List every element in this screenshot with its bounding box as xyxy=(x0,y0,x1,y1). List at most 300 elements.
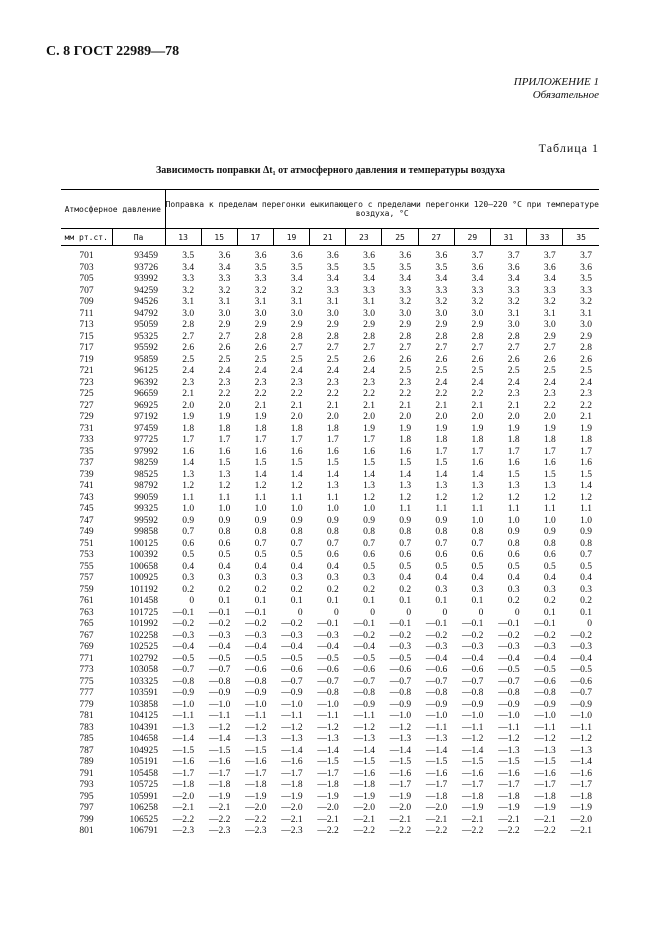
cell-correction: 1.6 xyxy=(363,446,375,457)
cell-correction: —0.6 xyxy=(353,665,375,675)
cell-correction: 1.1 xyxy=(399,504,412,514)
table-row xyxy=(61,746,599,758)
cell-correction: 0.6 xyxy=(435,550,448,560)
cell-correction: 0.6 xyxy=(543,550,556,560)
table-caption: Зависимость поправки Δt₁ от атмосферного давления и температуры воздуха xyxy=(156,165,505,176)
cell-pa: 104391 xyxy=(129,722,159,733)
cell-correction: —1.6 xyxy=(245,757,267,767)
cell-correction: 0.9 xyxy=(218,515,231,526)
table-row xyxy=(61,401,599,413)
table-row xyxy=(61,757,599,769)
cell-correction: 1.3 xyxy=(471,481,484,491)
cell-correction: 1.7 xyxy=(363,435,375,445)
cell-correction: 1.2 xyxy=(507,492,520,503)
cell-mmhg: 777 xyxy=(79,688,94,698)
table-row xyxy=(61,516,599,528)
cell-correction: —1.1 xyxy=(462,722,484,733)
cell-correction: 1.0 xyxy=(580,515,592,526)
cell-correction: 2.9 xyxy=(580,331,592,342)
cell-correction: 3.3 xyxy=(580,285,592,296)
cell-correction: 3.1 xyxy=(363,297,375,307)
cell-correction: 1.8 xyxy=(326,423,339,434)
cell-correction: —2.2 xyxy=(498,826,520,836)
cell-mmhg: 701 xyxy=(79,251,94,261)
cell-mmhg: 727 xyxy=(79,400,94,411)
cell-correction: —1.9 xyxy=(208,791,231,802)
cell-correction: —0.9 xyxy=(353,699,375,710)
cell-correction: —0.7 xyxy=(425,676,448,687)
cell-correction: —1.1 xyxy=(281,711,303,721)
cell-mmhg: 773 xyxy=(79,665,94,675)
cell-correction: 2.6 xyxy=(543,354,556,365)
cell-correction: 2.6 xyxy=(399,354,412,365)
cell-mmhg: 741 xyxy=(79,481,94,491)
cell-correction: —0.9 xyxy=(172,688,195,698)
cell-mmhg: 723 xyxy=(79,377,94,388)
cell-correction: —1.5 xyxy=(389,757,412,767)
cell-correction: 2.3 xyxy=(399,377,412,388)
cell-pa: 106525 xyxy=(129,814,159,825)
cell-pa: 101725 xyxy=(129,607,159,618)
cell-correction: 3.2 xyxy=(435,297,448,307)
cell-correction: 3.3 xyxy=(182,274,195,284)
cell-correction: 1.3 xyxy=(326,481,339,491)
cell-correction: 1.1 xyxy=(543,504,556,514)
cell-pa: 98259 xyxy=(134,458,159,468)
cell-correction: —0.1 xyxy=(317,619,339,629)
cell-pa: 105991 xyxy=(129,791,159,802)
cell-correction: —0.8 xyxy=(498,688,520,698)
cell-mmhg: 793 xyxy=(79,780,94,790)
cell-pa: 95859 xyxy=(134,354,159,365)
cell-correction: —0.2 xyxy=(498,630,520,641)
cell-mmhg: 737 xyxy=(79,458,94,468)
cell-correction: —1.5 xyxy=(245,745,267,756)
cell-correction: —1.9 xyxy=(570,803,592,813)
cell-correction: 3.0 xyxy=(471,308,484,319)
cell-correction: 1.9 xyxy=(218,412,231,422)
cell-correction: 1.5 xyxy=(290,458,303,468)
table-row xyxy=(61,447,599,459)
cell-pa: 101992 xyxy=(129,619,159,629)
cell-correction: 1.3 xyxy=(218,469,231,480)
cell-correction: 2.2 xyxy=(218,389,231,399)
cell-correction: —2.0 xyxy=(317,803,339,813)
cell-correction: 2.0 xyxy=(435,412,448,422)
cell-pa: 100925 xyxy=(129,573,159,583)
table-row xyxy=(61,700,599,712)
cell-correction: 1.4 xyxy=(326,469,339,480)
header-row-columns xyxy=(61,229,599,246)
cell-correction: 0.2 xyxy=(290,584,303,595)
cell-correction: 3.6 xyxy=(363,251,375,261)
cell-pa: 105725 xyxy=(129,780,159,790)
cell-pa: 104925 xyxy=(129,745,159,756)
cell-correction: —0.4 xyxy=(498,653,520,664)
table-row xyxy=(61,769,599,781)
cell-correction: 3.5 xyxy=(326,262,339,273)
cell-correction: —1.6 xyxy=(281,757,303,767)
cell-correction: 0.2 xyxy=(399,584,412,595)
cell-correction: —1.8 xyxy=(317,780,339,790)
cell-correction: —1.8 xyxy=(534,791,556,802)
cell-correction: —1.9 xyxy=(317,791,339,802)
cell-correction: 2.3 xyxy=(218,377,231,388)
cell-correction: 0.1 xyxy=(326,596,339,606)
cell-correction: —0.5 xyxy=(245,653,267,664)
cell-mmhg: 771 xyxy=(79,653,94,664)
cell-correction: 0.4 xyxy=(290,561,303,572)
cell-correction: —1.1 xyxy=(534,722,556,733)
cell-correction: —0.8 xyxy=(462,688,484,698)
cell-mmhg: 781 xyxy=(79,711,94,721)
cell-correction: 0.2 xyxy=(363,584,375,595)
cell-correction: 0.4 xyxy=(507,573,520,583)
cell-pa: 106258 xyxy=(129,803,159,813)
cell-correction: —0.2 xyxy=(570,630,592,641)
cell-correction: 1.2 xyxy=(254,481,267,491)
cell-pa: 94526 xyxy=(134,297,159,307)
cell-correction: 0.2 xyxy=(543,596,556,606)
cell-correction: —2.1 xyxy=(425,814,448,825)
cell-mmhg: 721 xyxy=(79,366,94,376)
cell-correction: —1.6 xyxy=(172,757,195,767)
cell-correction: 1.2 xyxy=(182,481,195,491)
table-row xyxy=(61,688,599,700)
cell-correction: 0.5 xyxy=(580,561,592,572)
cell-correction: —1.7 xyxy=(172,768,195,779)
cell-correction: —1.3 xyxy=(353,734,375,744)
cell-correction: 0.5 xyxy=(543,561,556,572)
cell-correction: 2.5 xyxy=(399,366,412,376)
cell-correction: 3.7 xyxy=(580,251,592,261)
cell-correction: —0.2 xyxy=(208,619,231,629)
cell-correction: —0.9 xyxy=(245,688,267,698)
cell-correction: —1.7 xyxy=(462,780,484,790)
cell-correction: —1.0 xyxy=(245,699,267,710)
cell-correction: —0.8 xyxy=(172,676,195,687)
cell-mmhg: 779 xyxy=(79,699,94,710)
cell-correction: —2.1 xyxy=(462,814,484,825)
cell-correction: 0.3 xyxy=(290,573,303,583)
cell-correction: —0.9 xyxy=(281,688,303,698)
cell-correction: 0.9 xyxy=(254,515,267,526)
cell-mmhg: 739 xyxy=(79,469,94,480)
cell-correction: 0.3 xyxy=(543,584,556,595)
table-row xyxy=(61,263,599,275)
cell-correction: 1.9 xyxy=(435,423,448,434)
cell-pa: 95325 xyxy=(134,331,159,342)
cell-mmhg: 705 xyxy=(79,274,94,284)
cell-correction: 1.9 xyxy=(471,423,484,434)
cell-correction: 2.9 xyxy=(218,320,231,330)
cell-correction: 0 xyxy=(406,607,412,618)
cell-correction: 2.1 xyxy=(507,400,520,411)
cell-correction: 3.6 xyxy=(326,251,339,261)
cell-correction: —0.3 xyxy=(281,630,303,641)
cell-correction: —1.2 xyxy=(353,722,375,733)
cell-correction: 1.0 xyxy=(471,515,484,526)
cell-correction: —1.8 xyxy=(498,791,520,802)
cell-correction: 1.7 xyxy=(580,446,592,457)
col-temp-header: 35 xyxy=(563,229,599,246)
cell-correction: —0.8 xyxy=(534,688,556,698)
cell-correction: —1.2 xyxy=(281,722,303,733)
table-row xyxy=(61,723,599,735)
cell-correction: 3.1 xyxy=(182,297,195,307)
cell-correction: 2.9 xyxy=(254,320,267,330)
cell-correction: —0.9 xyxy=(534,699,556,710)
cell-correction: —1.6 xyxy=(353,768,375,779)
cell-correction: 1.3 xyxy=(543,481,556,491)
cell-pa: 96125 xyxy=(134,366,159,376)
cell-correction: —1.5 xyxy=(172,745,195,756)
cell-correction: —0.8 xyxy=(208,676,231,687)
cell-correction: —1.2 xyxy=(570,734,592,744)
cell-correction: 3.5 xyxy=(399,262,412,273)
cell-correction: 0.8 xyxy=(435,527,448,537)
cell-correction: 2.6 xyxy=(363,354,375,365)
cell-correction: 0.1 xyxy=(471,596,484,606)
cell-correction: —0.4 xyxy=(425,653,448,664)
cell-correction: 2.5 xyxy=(218,354,231,365)
cell-correction: 2.3 xyxy=(182,377,195,388)
cell-correction: 3.0 xyxy=(182,308,195,319)
cell-correction: —1.5 xyxy=(353,757,375,767)
cell-correction: 3.2 xyxy=(580,297,592,307)
cell-pa: 102258 xyxy=(129,630,159,641)
cell-correction: —1.2 xyxy=(462,734,484,744)
cell-pa: 93726 xyxy=(134,262,159,273)
cell-correction: —2.2 xyxy=(208,814,231,825)
cell-correction: 1.1 xyxy=(435,504,448,514)
cell-correction: 3.4 xyxy=(363,274,375,284)
table-row xyxy=(61,309,599,321)
table-row xyxy=(61,458,599,470)
cell-correction: —0.6 xyxy=(317,665,339,675)
pressure-group-header: Атмосферное давление xyxy=(64,204,161,214)
cell-correction: 2.5 xyxy=(580,366,592,376)
cell-correction: 0.7 xyxy=(326,538,339,549)
cell-correction: 3.4 xyxy=(182,262,195,273)
cell-correction: —0.3 xyxy=(570,642,592,652)
cell-correction: 2.3 xyxy=(507,389,520,399)
cell-pa: 97992 xyxy=(134,446,159,457)
cell-correction: 2.2 xyxy=(363,389,375,399)
cell-correction: 1.4 xyxy=(471,469,484,480)
cell-pa: 96659 xyxy=(134,389,159,399)
cell-correction: —0.5 xyxy=(281,653,303,664)
cell-correction: —0.3 xyxy=(389,642,412,652)
cell-correction: 1.2 xyxy=(543,492,556,503)
cell-pa: 98525 xyxy=(134,469,159,480)
cell-mmhg: 709 xyxy=(79,297,94,307)
cell-correction: 2.6 xyxy=(435,354,448,365)
cell-correction: 1.9 xyxy=(254,412,267,422)
cell-correction: —1.2 xyxy=(317,722,339,733)
cell-correction: 2.1 xyxy=(471,400,484,411)
table-row xyxy=(61,435,599,447)
cell-correction: —0.7 xyxy=(281,676,303,687)
cell-correction: —0.3 xyxy=(317,630,339,641)
correction-table xyxy=(61,189,599,838)
table-row xyxy=(61,734,599,746)
cell-mmhg: 763 xyxy=(79,607,94,618)
cell-correction: 0.5 xyxy=(254,550,267,560)
cell-correction: 0.8 xyxy=(363,527,375,537)
cell-correction: 2.2 xyxy=(580,400,592,411)
cell-correction: 0.1 xyxy=(399,596,412,606)
cell-correction: —1.3 xyxy=(281,734,303,744)
col-temp-header: 33 xyxy=(527,229,563,246)
cell-correction: 2.9 xyxy=(435,320,448,330)
cell-correction: 2.7 xyxy=(218,331,231,342)
cell-pa: 104125 xyxy=(129,711,159,721)
cell-correction: —0.2 xyxy=(425,630,448,641)
cell-correction: 0.4 xyxy=(182,561,195,572)
cell-mmhg: 753 xyxy=(79,550,94,560)
cell-correction: 1.6 xyxy=(580,458,592,468)
cell-correction: 2.7 xyxy=(543,343,556,353)
cell-correction: 1.5 xyxy=(218,458,231,468)
cell-correction: —1.7 xyxy=(498,780,520,790)
table-row xyxy=(61,562,599,574)
cell-correction: —1.6 xyxy=(570,768,592,779)
cell-correction: 1.8 xyxy=(543,435,556,445)
cell-correction: 3.1 xyxy=(580,308,592,319)
cell-correction: 2.6 xyxy=(507,354,520,365)
cell-mmhg: 733 xyxy=(79,435,94,445)
cell-correction: —0.4 xyxy=(281,642,303,652)
cell-correction: 0.1 xyxy=(580,607,592,618)
cell-correction: —1.8 xyxy=(281,780,303,790)
cell-correction: —2.0 xyxy=(425,803,448,813)
cell-correction: —2.2 xyxy=(389,826,412,836)
table-row xyxy=(61,320,599,332)
col-temp-header: 21 xyxy=(310,229,346,246)
col-pa-header: Па xyxy=(112,229,165,246)
cell-correction: 1.5 xyxy=(254,458,267,468)
cell-pa: 94259 xyxy=(134,285,159,296)
cell-pa: 93459 xyxy=(134,251,159,261)
cell-correction: 1.0 xyxy=(182,504,195,514)
cell-correction: —0.5 xyxy=(208,653,231,664)
cell-correction: 3.3 xyxy=(471,285,484,296)
cell-correction: 2.6 xyxy=(182,343,195,353)
cell-correction: 0.9 xyxy=(580,527,592,537)
cell-correction: —1.1 xyxy=(425,722,448,733)
cell-pa: 105191 xyxy=(129,757,159,767)
cell-correction: 2.4 xyxy=(182,366,195,376)
cell-correction: 2.9 xyxy=(471,320,484,330)
cell-pa: 103058 xyxy=(129,665,159,675)
cell-mmhg: 769 xyxy=(79,642,94,652)
cell-correction: —0.9 xyxy=(462,699,484,710)
cell-correction: —1.4 xyxy=(317,745,339,756)
cell-correction: 3.3 xyxy=(218,274,231,284)
cell-correction: 2.0 xyxy=(182,400,195,411)
cell-correction: —0.6 xyxy=(245,665,267,675)
cell-correction: 2.8 xyxy=(580,343,592,353)
cell-correction: —2.1 xyxy=(353,814,375,825)
cell-correction: 0.3 xyxy=(218,573,231,583)
cell-correction: 2.4 xyxy=(435,377,448,388)
cell-correction: —1.8 xyxy=(353,780,375,790)
cell-correction: 1.7 xyxy=(254,435,267,445)
col-temp-header: 29 xyxy=(454,229,490,246)
cell-correction: 2.1 xyxy=(182,389,195,399)
table-row xyxy=(61,355,599,367)
cell-correction: 2.3 xyxy=(290,377,303,388)
cell-correction: —2.2 xyxy=(353,826,375,836)
cell-correction: 0.8 xyxy=(399,527,412,537)
cell-correction: 3.1 xyxy=(326,297,339,307)
cell-correction: —0.1 xyxy=(389,619,412,629)
table-row xyxy=(61,424,599,436)
table-row xyxy=(61,286,599,298)
cell-correction: —2.1 xyxy=(281,814,303,825)
cell-correction: 0.3 xyxy=(471,584,484,595)
cell-correction: —0.7 xyxy=(317,676,339,687)
table-row xyxy=(61,677,599,689)
cell-correction: 2.9 xyxy=(363,320,375,330)
cell-mmhg: 731 xyxy=(79,423,94,434)
cell-correction: 1.5 xyxy=(326,458,339,468)
cell-correction: —0.9 xyxy=(389,699,412,710)
cell-correction: 3.6 xyxy=(507,262,520,273)
cell-correction: 1.4 xyxy=(435,469,448,480)
cell-correction: —0.6 xyxy=(425,665,448,675)
cell-correction: 2.3 xyxy=(580,389,592,399)
cell-correction: 3.4 xyxy=(290,274,303,284)
cell-correction: 0.9 xyxy=(363,515,375,526)
cell-correction: 0.4 xyxy=(471,573,484,583)
cell-correction: —1.7 xyxy=(389,780,412,790)
cell-correction: —1.3 xyxy=(245,734,267,744)
cell-correction: 3.3 xyxy=(254,274,267,284)
cell-correction: —1.5 xyxy=(317,757,339,767)
cell-correction: 1.4 xyxy=(580,481,592,491)
cell-correction: 2.4 xyxy=(254,366,267,376)
cell-correction: 3.4 xyxy=(471,274,484,284)
cell-correction: 1.1 xyxy=(290,492,303,503)
cell-correction: —0.6 xyxy=(462,665,484,675)
cell-correction: 0.5 xyxy=(399,561,412,572)
cell-correction: 0.3 xyxy=(254,573,267,583)
cell-correction: 0.9 xyxy=(543,527,556,537)
table-row xyxy=(61,573,599,585)
cell-correction: 2.2 xyxy=(326,389,339,399)
cell-correction: —0.7 xyxy=(389,676,412,687)
cell-correction: 2.7 xyxy=(182,331,195,342)
cell-correction: —1.4 xyxy=(353,745,375,756)
cell-correction: —0.2 xyxy=(462,630,484,641)
cell-mmhg: 785 xyxy=(79,734,94,744)
cell-correction: 0.4 xyxy=(326,561,339,572)
cell-correction: 1.4 xyxy=(254,469,267,480)
col-mm-header: мм рт.ст. xyxy=(61,229,112,246)
cell-correction: 0.3 xyxy=(326,573,339,583)
cell-correction: 0 xyxy=(514,607,520,618)
cell-correction: —0.9 xyxy=(498,699,520,710)
cell-correction: 1.7 xyxy=(290,435,303,445)
table-row xyxy=(61,389,599,401)
cell-correction: 1.7 xyxy=(218,435,231,445)
cell-correction: 3.7 xyxy=(507,251,520,261)
cell-mmhg: 759 xyxy=(79,584,94,595)
cell-correction: —1.4 xyxy=(281,745,303,756)
cell-correction: —2.2 xyxy=(172,814,195,825)
